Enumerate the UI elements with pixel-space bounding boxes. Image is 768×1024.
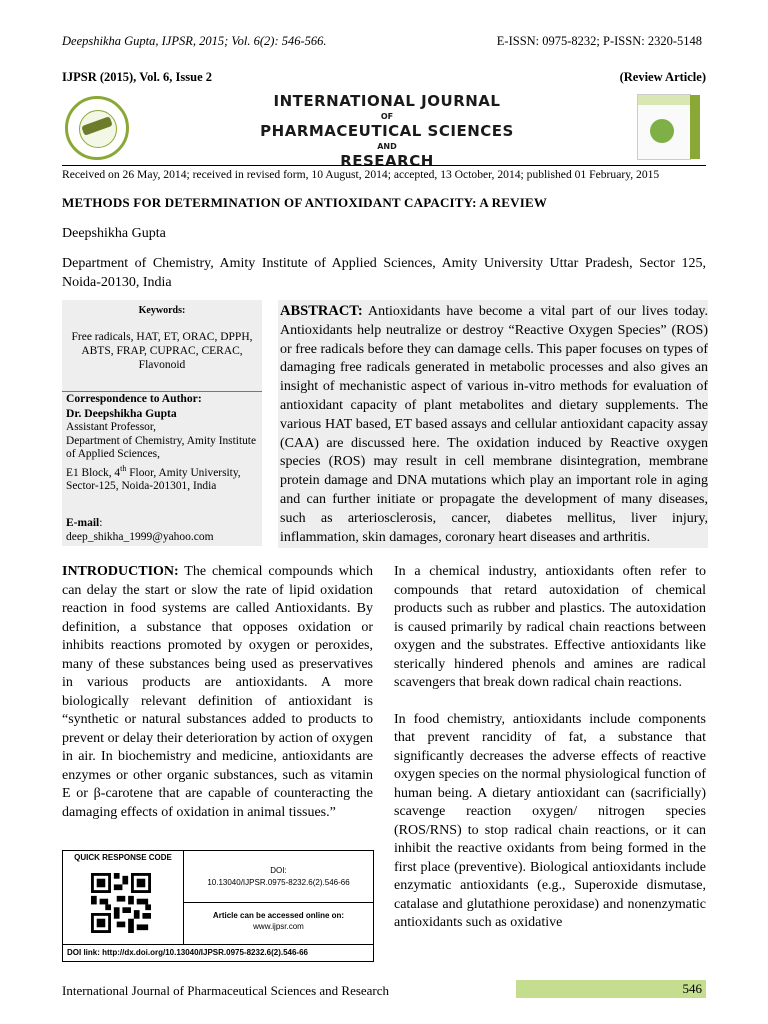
abstract-label: ABSTRACT: [280,303,363,319]
paragraph: In food chemistry, antioxidants include components that prevent rancidity of fat, a substance that significantly decreases the adverse effects of reactive oxygen species on the normal physiological function of human being. A dietary antioxidant can (sacrificially) scavenge reaction oxygen/ nitrogen species (ROS/RNS) to stop radical chain reactions, or it can inhibit the reactive oxidants from being formed in the first place (preventive). Biological antioxidants include enzymatic antioxidants (e.g., Superoxide dismutase, catalase and glutathione peroxidase) and nonenzymatic antioxidants such as oxidative [394,711,706,930]
email-block: E-mail: deep_shikha_1999@yahoo.com [66,517,214,543]
issue-line [62,70,706,85]
article-info-box [62,300,262,546]
intro-text: The chemical compounds which can delay the start or slow the rate of lipid oxidation reaction in food systems are called Antioxidants. By definition, a substance that opposes oxidation or inhibits reactions promoted by oxygen or peroxides, many of these substances being used as preservatives in various products are antioxidants. A more biologically relevant definition of antioxidant is “synthetic or natural substances added to products to prevent or delay their deterioration by action of oxygen in air. In biochemistry and medicine, antioxidants are enzymes or other organic substances, such as vitamin E or β-carotene that are capable of counteracting the damaging effects of oxidation in animal tissues.” [62,564,373,820]
issn: E-ISSN: 0975-8232; P-ISSN: 2320-5148 [496,34,702,48]
received-dates: Received on 26 May, 2014; received in revised form, 10 August, 2014; accepted, 13 October, 2014; published 01 February, 2015 [62,165,706,181]
email-address[interactable]: deep_shikha_1999@yahoo.com [66,531,214,543]
qr-info-box [62,850,374,962]
author: Deepshikha Gupta [62,226,166,241]
journal-name: INTERNATIONAL JOURNAL OF PHARMACEUTICAL SCIENCES AND RESEARCH [260,92,514,170]
running-head: Deepshikha Gupta, IJPSR, 2015; Vol. 6(2): 546-566. [62,34,327,48]
abstract-text: Antioxidants have become a vital part of our lives today. Antioxidants help neutralize or destroy “Reactive Oxygen Species” (ROS) or free radicals before they can damage cells. This paper focuses on types of damaging free radicals generated in metabolic processes and also gives an insight of mechanistic aspect of various in-vitro methods for evaluation of antioxidant capacity of plant metabolites and dietary supplements. The various HAT based, ET based assays and cellular antioxidant capacity assay (CAA) are discussed here. The oxidation induced by Reactive oxygen species (ROS) may result in cell membrane disintegration, membrane protein damage and DNA mutations which play an important role in aging and can further initiate or propagate the development of many diseases, such as arteriosclerosis, cancer, diabetes mellitus, liver injury, inflammation, skin damages, coronary heart diseases and arthritis. [280,304,708,545]
paragraph: In a chemical industry, antioxidants often refer to compounds that retard autoxidation of chemical products such as rubber and plastics. The autoxidation is caused primarily by radical chain reactions between oxygen and the substrates. Effective antioxidants like sterically hindered phenols and amines are radical scavengers that break down radical chain reactions. [394,564,706,690]
issue: IJPSR (2015), Vol. 6, Issue 2 [62,70,213,84]
right-column [394,563,706,933]
abstract [278,300,708,548]
footer-journal: International Journal of Pharmaceutical Sciences and Research [62,983,390,998]
journal-masthead [62,90,706,170]
page-number: 546 [682,981,702,996]
qr-code-icon[interactable] [91,873,151,933]
page-number-bar [516,980,706,998]
journal-seal-icon [65,96,129,160]
doi-value: 10.13040/IJPSR.0975-8232.6(2).546-66 [207,878,350,887]
correspondence-heading: Correspondence to Author: [66,392,202,405]
correspondence-line: Department of Chemistry, Amity Institute of Applied Sciences, [66,434,257,460]
correspondence-line: Assistant Professor, [66,421,157,433]
correspondence-name: Dr. Deepshikha Gupta [66,406,177,420]
intro-label: INTRODUCTION: [62,564,179,579]
access-url[interactable]: www.ijpsr.com [253,922,304,931]
access-info: Article can be accessed online on: www.ijpsr.com [184,904,373,945]
correspondence [62,391,262,493]
keywords-heading: Keywords: [138,305,186,316]
journal-cover-icon [637,94,691,160]
article-type: (Review Article) [619,70,706,84]
doi: DOI: 10.13040/IJPSR.0975-8232.6(2).546-66 [184,851,373,903]
qr-heading: QUICK RESPONSE CODE [74,853,172,862]
affiliation: Department of Chemistry, Amity Institute of Applied Sciences, Amity University Uttar Pradesh, Sector 125, Noida-20130, India [62,256,706,290]
email-heading: E-mail [66,517,100,529]
keywords: Free radicals, HAT, ET, ORAC, DPPH, ABTS, FRAP, CUPRAC, CERAC, Flavonoid [71,331,253,371]
introduction [62,563,373,822]
correspondence-address: E1 Block, 4th Floor, Amity University, Sector-125, Noida-201301, India [66,463,241,492]
article-title: METHODS FOR DETERMINATION OF ANTIOXIDANT CAPACITY: A REVIEW [62,195,548,210]
doi-link[interactable]: DOI link: http://dx.doi.org/10.13040/IJPSR.0975-8232.6(2).546-66 [63,944,373,961]
